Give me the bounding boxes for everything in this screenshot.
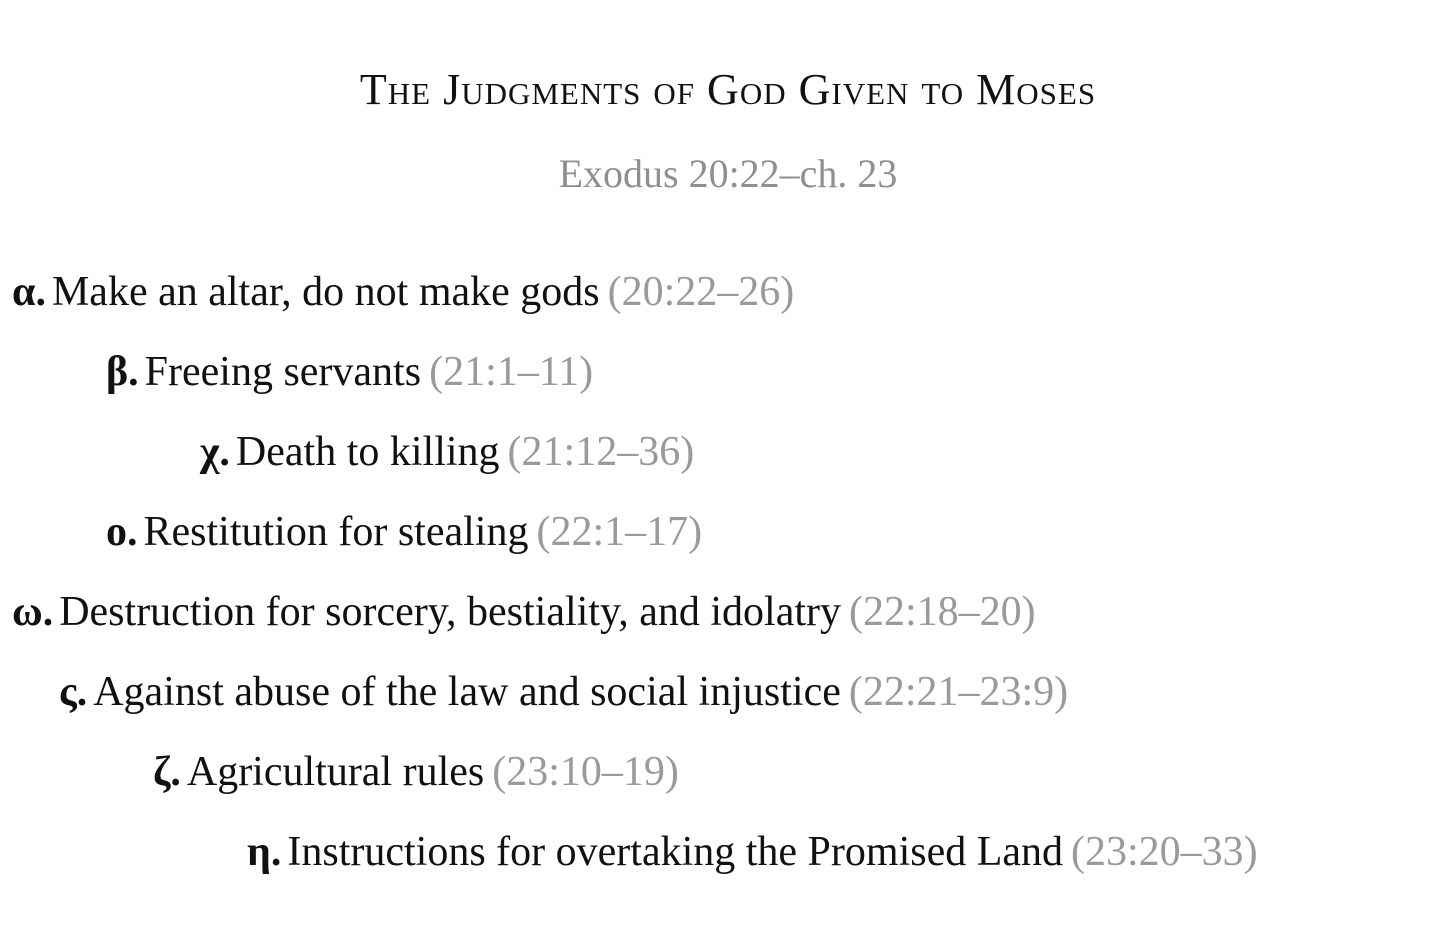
outline-marker: χ. xyxy=(200,429,230,475)
outline-item-omega xyxy=(12,585,1036,639)
outline-item-zeta xyxy=(153,745,679,799)
outline-item-chi xyxy=(200,425,694,479)
verse-reference: (21:12–36) xyxy=(507,429,695,475)
outline-marker: ω. xyxy=(12,589,54,635)
page-title: The Judgments of God Given to Moses xyxy=(359,65,1097,114)
outline-item-beta xyxy=(106,345,593,399)
outline-text: Destruction for sorcery, bestiality, and idolatry xyxy=(59,589,842,635)
outline-marker: ο. xyxy=(106,509,138,555)
outline-item-final-sigma xyxy=(59,665,1068,719)
verse-reference: (22:1–17) xyxy=(536,509,703,555)
verse-reference: (20:22–26) xyxy=(607,269,795,315)
verse-reference: (23:10–19) xyxy=(492,749,679,795)
outline-item-alpha xyxy=(12,265,794,319)
outline-text: Against abuse of the law and social injustice xyxy=(93,669,841,715)
verse-reference: (23:20–33) xyxy=(1071,829,1258,875)
verse-reference: (21:1–11) xyxy=(429,349,594,395)
outline-marker: ς. xyxy=(59,669,88,715)
outline-text: Restitution for stealing xyxy=(143,509,529,555)
outline-text: Death to killing xyxy=(235,429,500,475)
outline-item-eta xyxy=(247,825,1258,879)
outline-text: Agricultural rules xyxy=(186,749,485,795)
outline-marker: η. xyxy=(247,829,282,875)
verse-reference: (22:21–23:9) xyxy=(848,669,1069,715)
outline-text: Instructions for overtaking the Promised Land xyxy=(287,829,1064,875)
outline-item-omicron xyxy=(106,505,702,559)
outline-text: Make an altar, do not make gods xyxy=(51,269,600,315)
verse-reference: (22:18–20) xyxy=(849,589,1036,635)
outline-marker: ζ. xyxy=(153,749,181,795)
outline-marker: β. xyxy=(106,349,139,395)
outline-marker: α. xyxy=(12,269,46,315)
outline-text: Freeing servants xyxy=(144,349,422,395)
page-subtitle: Exodus 20:22–ch. 23 xyxy=(558,151,898,196)
